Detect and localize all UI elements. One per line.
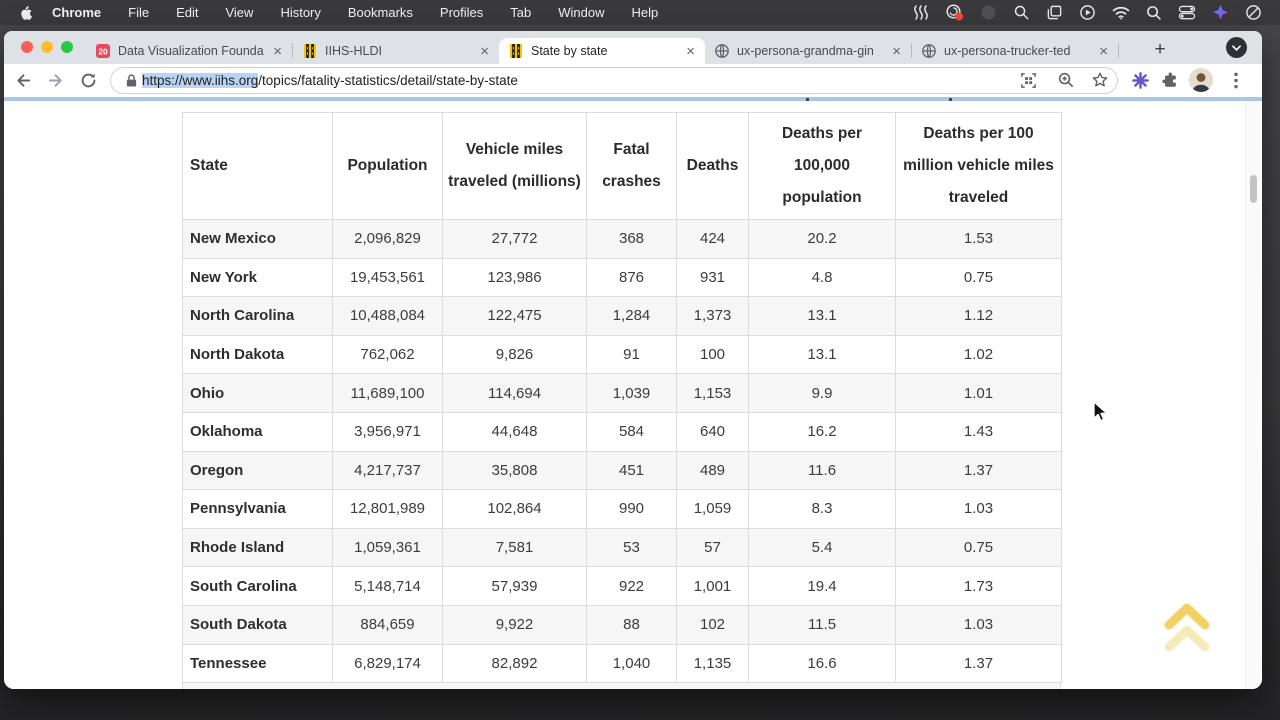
value-cell: 44,648: [443, 412, 587, 451]
value-cell: 1,373: [677, 297, 749, 336]
value-cell: 7,581: [443, 528, 587, 567]
globe-favicon-icon: [714, 43, 730, 59]
table-row: [183, 644, 1062, 683]
value-cell: 12,801,989: [333, 490, 443, 529]
waves-icon[interactable]: [913, 4, 929, 21]
value-cell: 451: [587, 451, 677, 490]
value-cell: 876: [587, 258, 677, 297]
tab-ux-persona-trucker-ted[interactable]: [912, 38, 1118, 64]
road-favicon-icon: [302, 43, 318, 59]
value-cell: 9,922: [443, 605, 587, 644]
value-cell: 13.1: [749, 297, 896, 336]
value-cell: 1,059,361: [333, 528, 443, 567]
menubar-items: [52, 5, 658, 20]
value-cell: 424: [677, 220, 749, 259]
column-header: State: [183, 113, 333, 220]
selection-text-remnant: [949, 98, 952, 101]
tab-state-by-state[interactable]: [499, 38, 705, 64]
selection-text-remnant: [806, 98, 809, 101]
dimmed-app-icon[interactable]: [980, 4, 997, 21]
value-cell: 4.8: [749, 258, 896, 297]
state-cell: North Carolina: [183, 297, 333, 336]
tab-search-button[interactable]: [1226, 37, 1247, 58]
text-selection-strip: [4, 97, 1262, 101]
browser-menu-kebab-icon[interactable]: [1228, 70, 1244, 90]
tab-separator: [292, 43, 293, 58]
state-cell: Rhode Island: [183, 528, 333, 567]
road-favicon-icon: [508, 43, 524, 59]
value-cell: 1,039: [587, 374, 677, 413]
value-cell: 5,148,714: [333, 567, 443, 606]
value-cell: 1.03: [896, 490, 1062, 529]
state-cell: South Carolina: [183, 567, 333, 606]
back-to-top-button[interactable]: [1156, 595, 1218, 657]
value-cell: 123,986: [443, 258, 587, 297]
tab-close-icon[interactable]: ×: [686, 42, 695, 60]
value-cell: 1,001: [677, 567, 749, 606]
value-cell: 1.01: [896, 374, 1062, 413]
menubar-status-icons: [913, 0, 1262, 25]
value-cell: 1.73: [896, 567, 1062, 606]
value-cell: 4,217,737: [333, 451, 443, 490]
macos-menubar: [0, 0, 1280, 25]
value-cell: 1,135: [677, 644, 749, 683]
tab-strip: [4, 31, 1262, 64]
table-row: [183, 374, 1062, 413]
browser-toolbar: [4, 64, 1262, 97]
state-cell: New Mexico: [183, 220, 333, 259]
value-cell: 1,059: [677, 490, 749, 529]
menu-file[interactable]: File: [128, 5, 150, 20]
value-cell: 1,040: [587, 644, 677, 683]
value-cell: 1.37: [896, 644, 1062, 683]
column-header: Fatal crashes: [587, 113, 677, 220]
tab-separator: [911, 43, 912, 58]
state-cell: Oklahoma: [183, 412, 333, 451]
value-cell: 584: [587, 412, 677, 451]
menu-window[interactable]: Window: [558, 5, 605, 20]
value-cell: 13.1: [749, 335, 896, 374]
globe-favicon-icon: [921, 43, 937, 59]
url-selected-text: https://www.iihs.org: [142, 73, 259, 88]
state-cell: Ohio: [183, 374, 333, 413]
value-cell: 11.6: [749, 451, 896, 490]
column-header: Vehicle miles traveled (millions): [443, 113, 587, 220]
browser-window: [4, 31, 1262, 689]
value-cell: 100: [677, 335, 749, 374]
close-window-button[interactable]: [21, 41, 33, 53]
value-cell: 16.6: [749, 644, 896, 683]
table-row: [183, 451, 1062, 490]
menu-view[interactable]: View: [225, 5, 254, 20]
table-row: [183, 412, 1062, 451]
state-cell: Pennsylvania: [183, 490, 333, 529]
value-cell: 27,772: [443, 220, 587, 259]
tab-close-icon[interactable]: ×: [892, 42, 901, 60]
value-cell: 640: [677, 412, 749, 451]
bookmark-star-icon[interactable]: [1090, 70, 1110, 90]
calendar-favicon-icon: [95, 43, 111, 59]
apple-icon[interactable]: [18, 5, 32, 21]
table-header-row: [183, 113, 1062, 220]
menu-tab[interactable]: Tab: [510, 5, 532, 20]
state-cell: Oregon: [183, 451, 333, 490]
tab-title: ux-persona-grandma-gin: [737, 44, 874, 58]
value-cell: 11.5: [749, 605, 896, 644]
mouse-cursor: [1090, 401, 1110, 423]
value-cell: 1,284: [587, 297, 677, 336]
table-row: [183, 335, 1062, 374]
value-cell: 6,829,174: [333, 644, 443, 683]
window-controls: [21, 41, 73, 53]
notification-app-icon[interactable]: [945, 3, 964, 22]
extensions-puzzle-icon[interactable]: [1160, 70, 1180, 90]
menu-edit[interactable]: Edit: [176, 5, 199, 20]
forward-button[interactable]: [45, 70, 65, 90]
tab-iihs-hldi[interactable]: [293, 38, 499, 64]
tab-close-icon[interactable]: ×: [273, 42, 282, 60]
reload-button[interactable]: [78, 70, 98, 90]
value-cell: 10,488,084: [333, 297, 443, 336]
value-cell: 3,956,971: [333, 412, 443, 451]
stacked-windows-icon[interactable]: [1046, 4, 1063, 21]
value-cell: 9.9: [749, 374, 896, 413]
zoom-window-button[interactable]: [61, 41, 73, 53]
url-rest-text: /topics/fatality-statistics/detail/state-by-state: [258, 73, 518, 88]
profile-avatar[interactable]: [1189, 68, 1213, 92]
value-cell: 931: [677, 258, 749, 297]
partially-visible-row: [182, 682, 1061, 689]
value-cell: 102: [677, 605, 749, 644]
tab-title: IIHS-HLDI: [325, 44, 382, 58]
value-cell: 884,659: [333, 605, 443, 644]
tabs: [86, 38, 1119, 64]
state-cell: North Dakota: [183, 335, 333, 374]
value-cell: 1.53: [896, 220, 1062, 259]
value-cell: 1,153: [677, 374, 749, 413]
column-header: Population: [333, 113, 443, 220]
spotlight-search-icon[interactable]: [1146, 5, 1162, 21]
tab-title: Data Visualization Founda: [118, 44, 264, 58]
value-cell: 9,826: [443, 335, 587, 374]
value-cell: 1.12: [896, 297, 1062, 336]
value-cell: 489: [677, 451, 749, 490]
value-cell: 762,062: [333, 335, 443, 374]
value-cell: 11,689,100: [333, 374, 443, 413]
value-cell: 5.4: [749, 528, 896, 567]
page-viewport: [4, 97, 1262, 689]
value-cell: 20.2: [749, 220, 896, 259]
value-cell: 1.37: [896, 451, 1062, 490]
tab-close-icon[interactable]: ×: [1099, 42, 1108, 60]
screenshot-grid-icon[interactable]: [1018, 70, 1038, 90]
do-not-disturb-icon[interactable]: [1245, 4, 1262, 21]
value-cell: 368: [587, 220, 677, 259]
back-button[interactable]: [13, 70, 33, 90]
value-cell: 1.03: [896, 605, 1062, 644]
lock-icon[interactable]: [121, 70, 141, 90]
value-cell: 114,694: [443, 374, 587, 413]
new-tab-button[interactable]: +: [1154, 39, 1166, 60]
value-cell: 8.3: [749, 490, 896, 529]
menu-profiles[interactable]: Profiles: [439, 5, 484, 20]
play-circle-icon[interactable]: [1079, 4, 1096, 21]
sparkle-extension-icon[interactable]: [1212, 4, 1229, 21]
tab-data-visualization-founda[interactable]: [86, 38, 292, 64]
value-cell: 57: [677, 528, 749, 567]
table-row: [183, 567, 1062, 606]
column-header: Deaths: [677, 113, 749, 220]
svg-text:20: 20: [98, 46, 108, 57]
menu-history[interactable]: History: [280, 5, 321, 20]
tab-ux-persona-grandma-gin[interactable]: [705, 38, 911, 64]
value-cell: 16.2: [749, 412, 896, 451]
menu-help[interactable]: Help: [631, 5, 659, 20]
value-cell: 88: [587, 605, 677, 644]
value-cell: 53: [587, 528, 677, 567]
table-row: [183, 605, 1062, 644]
value-cell: 19.4: [749, 567, 896, 606]
menu-chrome[interactable]: Chrome: [52, 5, 102, 20]
state-cell: South Dakota: [183, 605, 333, 644]
table-row: [183, 490, 1062, 529]
url-text[interactable]: [142, 64, 518, 97]
fatality-statistics-table: [182, 112, 1062, 683]
tab-separator: [1118, 43, 1119, 58]
table-row: [183, 220, 1062, 259]
value-cell: 122,475: [443, 297, 587, 336]
wifi-icon[interactable]: [1112, 6, 1130, 20]
tab-title: State by state: [531, 44, 608, 58]
table-row: [183, 297, 1062, 336]
table-row: [183, 528, 1062, 567]
minimize-window-button[interactable]: [41, 41, 53, 53]
value-cell: 91: [587, 335, 677, 374]
value-cell: 19,453,561: [333, 258, 443, 297]
zoom-app-icon[interactable]: [1013, 4, 1030, 21]
value-cell: 922: [587, 567, 677, 606]
value-cell: 2,096,829: [333, 220, 443, 259]
menu-bookmarks[interactable]: Bookmarks: [347, 5, 413, 20]
column-header: Deaths per 100 million vehicle miles traveled: [896, 113, 1062, 220]
value-cell: 0.75: [896, 528, 1062, 567]
tab-close-icon[interactable]: ×: [480, 42, 489, 60]
state-cell: New York: [183, 258, 333, 297]
value-cell: 35,808: [443, 451, 587, 490]
column-header: Deaths per 100,000 population: [749, 113, 896, 220]
control-center-icon[interactable]: [1178, 5, 1196, 20]
value-cell: 1.02: [896, 335, 1062, 374]
value-cell: 82,892: [443, 644, 587, 683]
state-cell: Tennessee: [183, 644, 333, 683]
value-cell: 57,939: [443, 567, 587, 606]
value-cell: 0.75: [896, 258, 1062, 297]
tab-title: ux-persona-trucker-ted: [944, 44, 1071, 58]
value-cell: 1.43: [896, 412, 1062, 451]
zoom-in-icon[interactable]: [1056, 70, 1076, 90]
table-row: [183, 258, 1062, 297]
page-scrollbar-thumb[interactable]: [1250, 175, 1257, 203]
value-cell: 102,864: [443, 490, 587, 529]
value-cell: 990: [587, 490, 677, 529]
asterisk-extension-icon[interactable]: [1130, 70, 1150, 90]
